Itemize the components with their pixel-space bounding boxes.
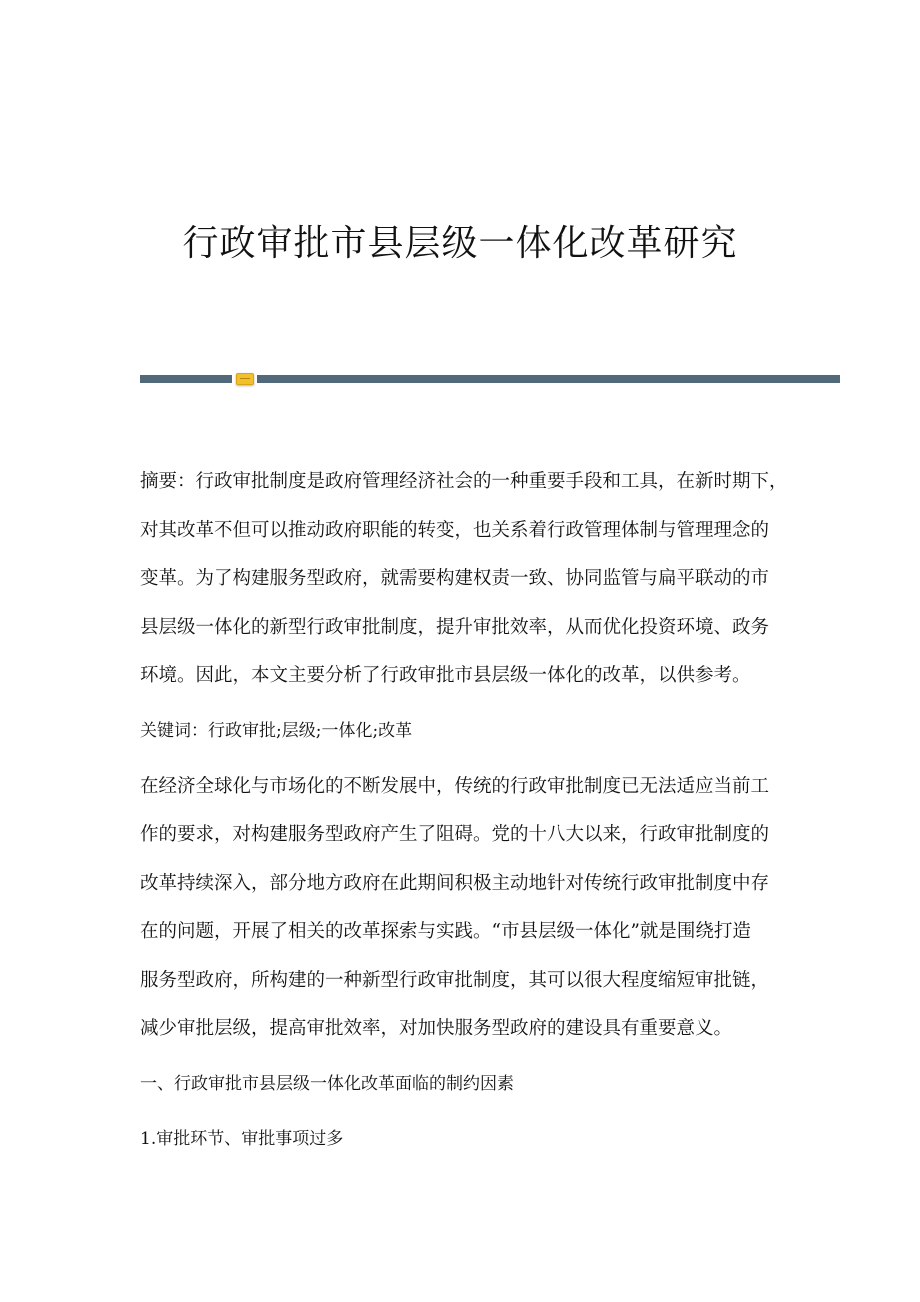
abstract-line: 对其改革不但可以推动政府职能的转变，也关系着行政管理体制与管理理念的 [140, 520, 770, 541]
section-heading: 一、行政审批市县层级一体化改革面临的制约因素 [140, 1074, 514, 1094]
intro-line: 服务型政府，所构建的一种新型行政审批制度，其可以很大程度缩短审批链， [140, 970, 770, 991]
abstract-line: 环境。因此，本文主要分析了行政审批市县层级一体化的改革，以供参考。 [140, 665, 751, 686]
intro-line: 在的问题，开展了相关的改革探索与实践。“市县层级一体化”就是围绕打造 [140, 921, 751, 942]
keywords: 关键词：行政审批;层级;一体化;改革 [140, 721, 413, 741]
document-title: 行政审批市县层级一体化改革研究 [182, 223, 738, 264]
abstract-line: 摘要：行政审批制度是政府管理经济社会的一种重要手段和工具，在新时期下， [140, 471, 788, 492]
divider-ornament-icon [236, 373, 254, 385]
intro-line: 改革持续深入，部分地方政府在此期间积极主动地针对传统行政审批制度中存 [140, 873, 770, 894]
abstract-line: 县层级一体化的新型行政审批制度，提升审批效率，从而优化投资环境、政务 [140, 617, 770, 638]
intro-line: 减少审批层级，提高审批效率，对加快服务型政府的建设具有重要意义。 [140, 1018, 733, 1039]
divider-left [140, 375, 232, 383]
abstract-line: 变革。为了构建服务型政府，就需要构建权责一致、协同监管与扁平联动的市 [140, 568, 770, 589]
subsection-heading: 1.审批环节、审批事项过多 [140, 1129, 344, 1149]
divider-right [257, 375, 840, 383]
intro-line: 在经济全球化与市场化的不断发展中，传统的行政审批制度已无法适应当前工 [140, 776, 770, 797]
intro-line: 作的要求，对构建服务型政府产生了阻碍。党的十八大以来，行政审批制度的 [140, 824, 770, 845]
